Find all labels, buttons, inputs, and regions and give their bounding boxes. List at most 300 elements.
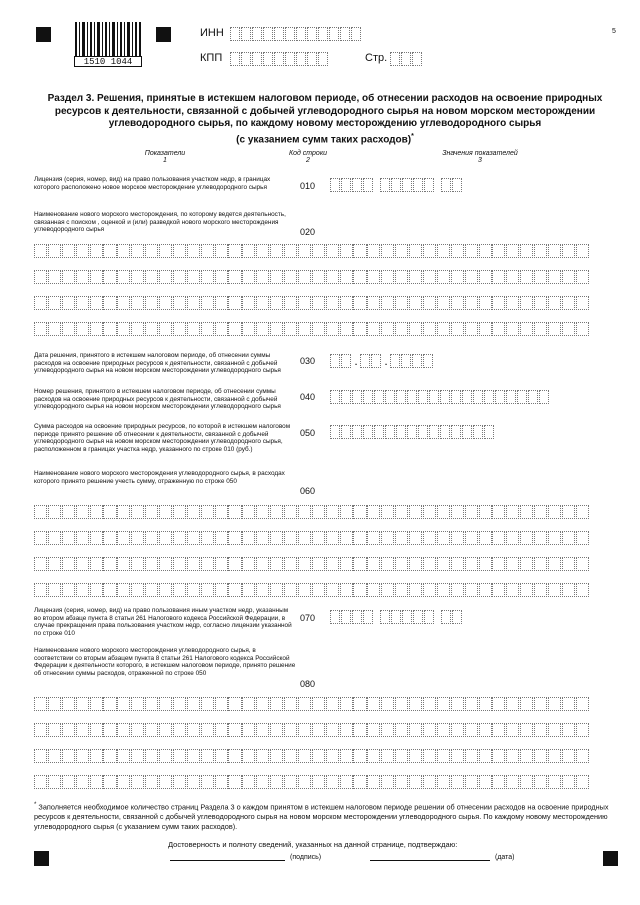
input-cell[interactable]: [34, 505, 47, 519]
input-cell[interactable]: [492, 697, 505, 711]
input-cell[interactable]: [395, 531, 408, 545]
input-cell[interactable]: [90, 583, 103, 597]
grid-row[interactable]: [34, 322, 590, 336]
input-cell[interactable]: [437, 749, 450, 763]
input-cell[interactable]: [576, 244, 589, 258]
input-cell[interactable]: [424, 178, 434, 192]
input-cell[interactable]: [312, 244, 325, 258]
input-cell[interactable]: [353, 697, 366, 711]
input-cell[interactable]: [479, 505, 492, 519]
input-cell[interactable]: [62, 697, 75, 711]
input-cell[interactable]: [145, 749, 158, 763]
input-cell[interactable]: [506, 322, 519, 336]
input-cell[interactable]: [131, 244, 144, 258]
input-cell[interactable]: [173, 775, 186, 789]
input-cell[interactable]: [187, 322, 200, 336]
input-cell[interactable]: [76, 531, 89, 545]
input-cell[interactable]: [465, 531, 478, 545]
input-cell[interactable]: [103, 244, 116, 258]
input-cell[interactable]: [506, 531, 519, 545]
input-cell[interactable]: [173, 270, 186, 284]
input-cell[interactable]: [201, 296, 214, 310]
input-cell[interactable]: [285, 27, 295, 41]
input-cell[interactable]: [492, 322, 505, 336]
input-cell[interactable]: [381, 697, 394, 711]
input-cell[interactable]: [395, 583, 408, 597]
input-cell[interactable]: [423, 583, 436, 597]
input-cell[interactable]: [34, 697, 47, 711]
input-cell[interactable]: [576, 270, 589, 284]
input-cell[interactable]: [520, 270, 533, 284]
input-cell[interactable]: [103, 322, 116, 336]
input-cell[interactable]: [215, 723, 228, 737]
input-cell[interactable]: [215, 531, 228, 545]
input-cell[interactable]: [517, 390, 527, 404]
input-cell[interactable]: [159, 723, 172, 737]
input-cell[interactable]: [352, 610, 362, 624]
input-cell[interactable]: [307, 27, 317, 41]
input-cell[interactable]: [215, 322, 228, 336]
input-cell[interactable]: [423, 775, 436, 789]
input-cell[interactable]: [48, 557, 61, 571]
signature-line[interactable]: [170, 860, 285, 861]
input-cell[interactable]: [506, 244, 519, 258]
input-cell[interactable]: [48, 270, 61, 284]
input-cell[interactable]: [341, 425, 351, 439]
input-cell[interactable]: [187, 557, 200, 571]
input-cell[interactable]: [62, 723, 75, 737]
input-cell[interactable]: [506, 270, 519, 284]
input-cell[interactable]: [479, 749, 492, 763]
input-cell[interactable]: [76, 270, 89, 284]
input-cell[interactable]: [34, 322, 47, 336]
input-cell[interactable]: [390, 52, 400, 66]
input-cell[interactable]: [284, 697, 297, 711]
input-cell[interactable]: [270, 697, 283, 711]
input-cell[interactable]: [441, 178, 451, 192]
input-cell[interactable]: [506, 390, 516, 404]
input-cell[interactable]: [48, 531, 61, 545]
input-cell[interactable]: [576, 557, 589, 571]
input-cell[interactable]: [548, 583, 561, 597]
input-cell[interactable]: [479, 244, 492, 258]
input-cell[interactable]: [256, 531, 269, 545]
grid-row[interactable]: [34, 697, 590, 711]
input-cell[interactable]: [423, 557, 436, 571]
input-cell[interactable]: [520, 322, 533, 336]
input-cell[interactable]: [90, 531, 103, 545]
input-cell[interactable]: [534, 697, 547, 711]
input-cell[interactable]: [363, 178, 373, 192]
input-cell[interactable]: [506, 697, 519, 711]
input-cell[interactable]: [395, 775, 408, 789]
input-cell[interactable]: [353, 583, 366, 597]
input-cell[interactable]: [479, 531, 492, 545]
input-cell[interactable]: [252, 52, 262, 66]
input-cell[interactable]: [534, 244, 547, 258]
input-cell[interactable]: [465, 296, 478, 310]
input-cell[interactable]: [465, 270, 478, 284]
input-cell[interactable]: [201, 749, 214, 763]
input-cell[interactable]: [492, 505, 505, 519]
input-cell[interactable]: [423, 749, 436, 763]
input-cell[interactable]: [103, 557, 116, 571]
input-cell[interactable]: [437, 296, 450, 310]
input-cell[interactable]: [367, 296, 380, 310]
input-cell[interactable]: [242, 557, 255, 571]
input-cell[interactable]: [296, 27, 306, 41]
input-cell[interactable]: [492, 557, 505, 571]
input-cell[interactable]: [145, 557, 158, 571]
input-cell[interactable]: [330, 178, 340, 192]
input-cell[interactable]: [256, 557, 269, 571]
input-cell[interactable]: [34, 531, 47, 545]
input-cell[interactable]: [326, 775, 339, 789]
input-cell[interactable]: [48, 296, 61, 310]
input-cell[interactable]: [145, 322, 158, 336]
grid-row[interactable]: [34, 583, 590, 597]
input-cell[interactable]: [215, 296, 228, 310]
input-cell[interactable]: [256, 296, 269, 310]
input-cell[interactable]: [451, 531, 464, 545]
input-cell[interactable]: [465, 583, 478, 597]
input-cell[interactable]: [367, 244, 380, 258]
input-cell[interactable]: [76, 583, 89, 597]
input-cell[interactable]: [492, 296, 505, 310]
input-cell[interactable]: [380, 610, 390, 624]
input-cell[interactable]: [452, 178, 462, 192]
input-cell[interactable]: [326, 270, 339, 284]
input-cell[interactable]: [173, 723, 186, 737]
input-cell[interactable]: [395, 723, 408, 737]
input-cell[interactable]: [270, 749, 283, 763]
input-cell[interactable]: [34, 723, 47, 737]
input-cell[interactable]: [242, 749, 255, 763]
input-cell[interactable]: [284, 244, 297, 258]
input-cell[interactable]: [131, 296, 144, 310]
input-cell[interactable]: [173, 697, 186, 711]
input-cell[interactable]: [465, 322, 478, 336]
input-cell[interactable]: [492, 531, 505, 545]
input-cell[interactable]: [242, 270, 255, 284]
input-cell[interactable]: [201, 775, 214, 789]
input-cell[interactable]: [131, 697, 144, 711]
input-cell[interactable]: [274, 27, 284, 41]
input-cell[interactable]: [103, 749, 116, 763]
input-cell[interactable]: [159, 505, 172, 519]
input-cell[interactable]: [62, 270, 75, 284]
input-cell[interactable]: [62, 583, 75, 597]
input-cell[interactable]: [451, 425, 461, 439]
input-cell[interactable]: [312, 322, 325, 336]
input-cell[interactable]: [201, 557, 214, 571]
input-cell[interactable]: [242, 583, 255, 597]
input-cell[interactable]: [576, 505, 589, 519]
input-cell[interactable]: [298, 775, 311, 789]
input-cell[interactable]: [395, 749, 408, 763]
input-cell[interactable]: [381, 723, 394, 737]
input-cell[interactable]: [367, 749, 380, 763]
input-cell[interactable]: [256, 505, 269, 519]
input-cell[interactable]: [380, 178, 390, 192]
input-cell[interactable]: [451, 749, 464, 763]
input-cell[interactable]: [340, 723, 353, 737]
input-cell[interactable]: [298, 557, 311, 571]
input-cell[interactable]: [520, 723, 533, 737]
date-line[interactable]: [370, 860, 490, 861]
input-cell[interactable]: [201, 531, 214, 545]
input-cell[interactable]: [395, 505, 408, 519]
input-cell[interactable]: [145, 505, 158, 519]
input-cell[interactable]: [341, 390, 351, 404]
input-cell[interactable]: [312, 775, 325, 789]
input-cell[interactable]: [48, 505, 61, 519]
input-cell[interactable]: [451, 296, 464, 310]
input-cell[interactable]: [395, 322, 408, 336]
input-cell[interactable]: [381, 296, 394, 310]
input-cell[interactable]: [312, 505, 325, 519]
input-cell[interactable]: [173, 505, 186, 519]
input-cell[interactable]: [103, 697, 116, 711]
input-cell[interactable]: [76, 244, 89, 258]
input-cell[interactable]: [396, 390, 406, 404]
grid-row[interactable]: [34, 749, 590, 763]
input-cell[interactable]: [228, 244, 241, 258]
input-cell[interactable]: [230, 27, 240, 41]
input-cell[interactable]: [201, 244, 214, 258]
input-cell[interactable]: [103, 775, 116, 789]
input-cell[interactable]: [34, 270, 47, 284]
input-cell[interactable]: [381, 244, 394, 258]
input-cell[interactable]: [173, 749, 186, 763]
input-cell[interactable]: [409, 296, 422, 310]
input-cell[interactable]: [479, 697, 492, 711]
input-cell[interactable]: [215, 505, 228, 519]
input-cell[interactable]: [187, 749, 200, 763]
input-cell[interactable]: [437, 322, 450, 336]
input-cell[interactable]: [381, 270, 394, 284]
input-cell[interactable]: [201, 322, 214, 336]
input-cell[interactable]: [34, 296, 47, 310]
input-cell[interactable]: [326, 723, 339, 737]
input-cell[interactable]: [412, 354, 422, 368]
input-cell[interactable]: [520, 296, 533, 310]
input-cell[interactable]: [131, 531, 144, 545]
input-cell[interactable]: [562, 322, 575, 336]
input-cell[interactable]: [479, 322, 492, 336]
input-cell[interactable]: [76, 322, 89, 336]
input-cell[interactable]: [440, 390, 450, 404]
input-cell[interactable]: [326, 531, 339, 545]
input-cell[interactable]: [215, 697, 228, 711]
input-cell[interactable]: [117, 775, 130, 789]
input-cell[interactable]: [341, 610, 351, 624]
input-cell[interactable]: [352, 390, 362, 404]
input-cell[interactable]: [131, 775, 144, 789]
input-cell[interactable]: [298, 749, 311, 763]
input-cell[interactable]: [484, 425, 494, 439]
input-cell[interactable]: [187, 723, 200, 737]
input-cell[interactable]: [326, 322, 339, 336]
input-cell[interactable]: [117, 505, 130, 519]
input-cell[interactable]: [451, 505, 464, 519]
input-cell[interactable]: [90, 723, 103, 737]
input-cell[interactable]: [103, 505, 116, 519]
input-cell[interactable]: [423, 244, 436, 258]
input-cell[interactable]: [423, 723, 436, 737]
input-cell[interactable]: [390, 354, 400, 368]
input-cell[interactable]: [340, 697, 353, 711]
inn-cells[interactable]: [230, 27, 362, 41]
input-cell[interactable]: [562, 697, 575, 711]
input-cell[interactable]: [159, 270, 172, 284]
input-cell[interactable]: [34, 775, 47, 789]
input-cell[interactable]: [76, 296, 89, 310]
input-cell[interactable]: [131, 583, 144, 597]
input-cell[interactable]: [409, 775, 422, 789]
input-cell[interactable]: [312, 557, 325, 571]
row-030-date-cells[interactable]: [330, 354, 434, 368]
input-cell[interactable]: [402, 610, 412, 624]
input-cell[interactable]: [506, 723, 519, 737]
input-cell[interactable]: [492, 270, 505, 284]
input-cell[interactable]: [330, 390, 340, 404]
input-cell[interactable]: [353, 505, 366, 519]
input-cell[interactable]: [131, 557, 144, 571]
input-cell[interactable]: [34, 583, 47, 597]
input-cell[interactable]: [312, 723, 325, 737]
input-cell[interactable]: [117, 296, 130, 310]
input-cell[interactable]: [241, 27, 251, 41]
input-cell[interactable]: [548, 775, 561, 789]
input-cell[interactable]: [326, 697, 339, 711]
input-cell[interactable]: [352, 178, 362, 192]
input-cell[interactable]: [76, 775, 89, 789]
input-cell[interactable]: [534, 557, 547, 571]
input-cell[interactable]: [312, 749, 325, 763]
input-cell[interactable]: [353, 531, 366, 545]
input-cell[interactable]: [452, 610, 462, 624]
input-cell[interactable]: [401, 354, 411, 368]
input-cell[interactable]: [492, 749, 505, 763]
input-cell[interactable]: [407, 425, 417, 439]
input-cell[interactable]: [326, 749, 339, 763]
input-cell[interactable]: [340, 583, 353, 597]
input-cell[interactable]: [340, 244, 353, 258]
input-cell[interactable]: [90, 505, 103, 519]
input-cell[interactable]: [413, 610, 423, 624]
grid-row[interactable]: [34, 557, 590, 571]
input-cell[interactable]: [451, 244, 464, 258]
input-cell[interactable]: [363, 390, 373, 404]
input-cell[interactable]: [548, 749, 561, 763]
input-cell[interactable]: [103, 270, 116, 284]
input-cell[interactable]: [228, 322, 241, 336]
input-cell[interactable]: [201, 583, 214, 597]
input-cell[interactable]: [270, 296, 283, 310]
input-cell[interactable]: [215, 270, 228, 284]
input-cell[interactable]: [506, 583, 519, 597]
input-cell[interactable]: [270, 270, 283, 284]
input-cell[interactable]: [201, 505, 214, 519]
input-cell[interactable]: [353, 244, 366, 258]
input-cell[interactable]: [90, 270, 103, 284]
input-cell[interactable]: [242, 244, 255, 258]
input-cell[interactable]: [159, 775, 172, 789]
input-cell[interactable]: [484, 390, 494, 404]
input-cell[interactable]: [534, 723, 547, 737]
input-cell[interactable]: [548, 244, 561, 258]
input-cell[interactable]: [374, 390, 384, 404]
input-cell[interactable]: [187, 296, 200, 310]
input-cell[interactable]: [479, 775, 492, 789]
input-cell[interactable]: [117, 244, 130, 258]
input-cell[interactable]: [340, 531, 353, 545]
kpp-cells[interactable]: [230, 52, 329, 66]
input-cell[interactable]: [90, 697, 103, 711]
input-cell[interactable]: [242, 505, 255, 519]
input-cell[interactable]: [145, 531, 158, 545]
input-cell[interactable]: [62, 531, 75, 545]
input-cell[interactable]: [298, 531, 311, 545]
input-cell[interactable]: [76, 749, 89, 763]
input-cell[interactable]: [429, 425, 439, 439]
input-cell[interactable]: [367, 531, 380, 545]
input-cell[interactable]: [479, 270, 492, 284]
input-cell[interactable]: [131, 749, 144, 763]
input-cell[interactable]: [326, 557, 339, 571]
row-070-cells[interactable]: [330, 610, 463, 624]
input-cell[interactable]: [562, 723, 575, 737]
input-cell[interactable]: [548, 723, 561, 737]
input-cell[interactable]: [451, 390, 461, 404]
input-cell[interactable]: [473, 390, 483, 404]
input-cell[interactable]: [562, 296, 575, 310]
input-cell[interactable]: [492, 775, 505, 789]
input-cell[interactable]: [173, 296, 186, 310]
input-cell[interactable]: [353, 749, 366, 763]
input-cell[interactable]: [145, 723, 158, 737]
input-cell[interactable]: [228, 531, 241, 545]
input-cell[interactable]: [340, 557, 353, 571]
grid-row[interactable]: [34, 723, 590, 737]
input-cell[interactable]: [562, 557, 575, 571]
input-cell[interactable]: [256, 270, 269, 284]
input-cell[interactable]: [242, 775, 255, 789]
input-cell[interactable]: [270, 505, 283, 519]
input-cell[interactable]: [353, 557, 366, 571]
input-cell[interactable]: [418, 425, 428, 439]
input-cell[interactable]: [451, 697, 464, 711]
input-cell[interactable]: [340, 27, 350, 41]
input-cell[interactable]: [284, 505, 297, 519]
input-cell[interactable]: [395, 270, 408, 284]
input-cell[interactable]: [228, 296, 241, 310]
input-cell[interactable]: [395, 296, 408, 310]
input-cell[interactable]: [298, 270, 311, 284]
input-cell[interactable]: [103, 531, 116, 545]
input-cell[interactable]: [374, 425, 384, 439]
input-cell[interactable]: [534, 296, 547, 310]
input-cell[interactable]: [576, 531, 589, 545]
input-cell[interactable]: [576, 322, 589, 336]
input-cell[interactable]: [407, 390, 417, 404]
input-cell[interactable]: [520, 775, 533, 789]
input-cell[interactable]: [576, 697, 589, 711]
input-cell[interactable]: [284, 322, 297, 336]
input-cell[interactable]: [284, 531, 297, 545]
input-cell[interactable]: [201, 697, 214, 711]
